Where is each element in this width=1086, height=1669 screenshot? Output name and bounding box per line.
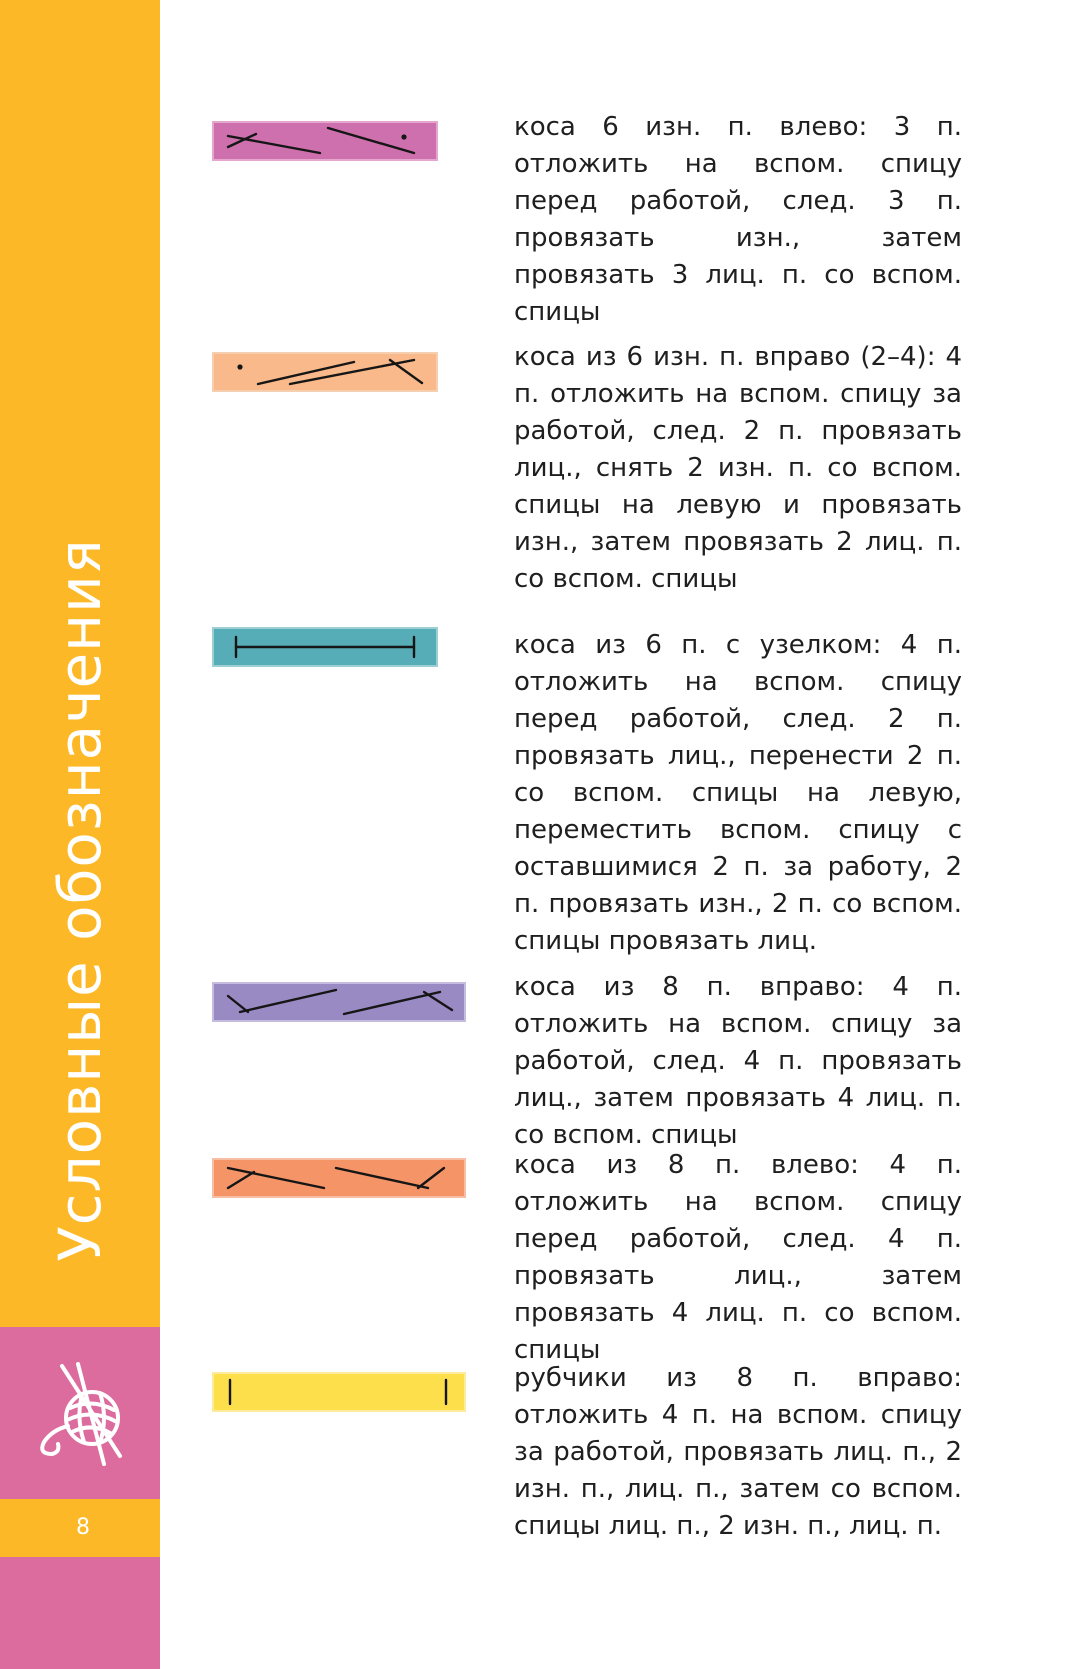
ribbing-8-right-symbol — [212, 1372, 466, 1412]
legend-description-1: коса 6 изн. п. влево: 3 п. отложить на вспом. спицу перед работой, след. 3 п. провязать изн., затем провязать 3 лиц. п. со вспом. спицы — [514, 112, 962, 327]
legend-description-3: коса из 6 п. с узелком: 4 п. отложить на вспом. спицу перед работой, след. 2 п. провязать лиц., перенести 2 п. со вспом. спицы на левую, переместить вспом. спицу с оставшимися 2 п. за работу, 2 п. провязать изн., 2 п. со вспом. спицы провязать лиц. — [514, 630, 962, 956]
cable-6-purl-right-symbol — [212, 352, 438, 392]
cable-6-knot-symbol — [212, 627, 438, 667]
legend-description-5: коса из 8 п. влево: 4 п. отложить на вспом. спицу перед работой, след. 4 п. провязать лиц., затем провязать 4 лиц. п. со вспом. спицы — [514, 1150, 962, 1365]
legend-description-4: коса из 8 п. вправо: 4 п. отложить на вспом. спицу за работой, след. 4 п. провязать лиц., затем провязать 4 лиц. п. со вспом. спицы — [514, 972, 962, 1150]
legend-description-2: коса из 6 изн. п. вправо (2–4): 4 п. отложить на вспом. спицу за работой, след. 2 п. провязать лиц., снять 2 изн. п. со вспом. спицы на левую и провязать изн., затем провязать 2 лиц. п. со вспом. спицы — [514, 342, 962, 594]
cable-6-purl-left-symbol — [212, 121, 438, 161]
sidebar — [0, 0, 160, 1669]
page-number: 8 — [76, 1515, 90, 1540]
sidebar-pink-footer — [0, 1557, 160, 1669]
yarn-ball-icon — [30, 1360, 140, 1470]
cable-8-left-symbol — [212, 1158, 466, 1198]
legend-description-6: рубчики из 8 п. вправо: отложить 4 п. на вспом. спицу за работой, провязать лиц. п., 2 изн. п., лиц. п., затем со вспом. спицы лиц. п., 2 изн. п., лиц. п. — [514, 1363, 962, 1541]
cable-8-right-symbol — [212, 982, 466, 1022]
section-title: Условные обозначения — [46, 538, 114, 1262]
